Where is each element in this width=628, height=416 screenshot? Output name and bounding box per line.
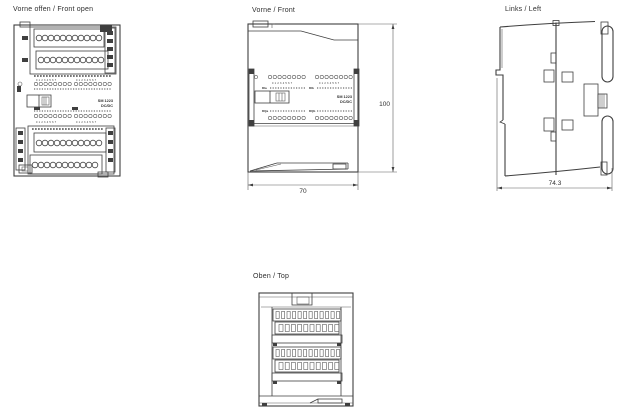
digits-row: 0 1 2 3 4 5 6 7 bbox=[76, 79, 97, 82]
view-front-open bbox=[14, 22, 120, 177]
view-title-front-open: Vorne offen / Front open bbox=[13, 6, 94, 13]
io-label-dia: DIa bbox=[262, 86, 267, 90]
view-title-top: Oben / Top bbox=[253, 273, 290, 280]
module-label-name: SM 1223 bbox=[97, 99, 113, 103]
view-title-left: Links / Left bbox=[505, 6, 542, 13]
digits-row: 0 1 2 3 4 5 6 7 bbox=[319, 82, 340, 85]
io-label-dqb: DQb bbox=[309, 109, 316, 113]
view-title-front: Vorne / Front bbox=[252, 7, 296, 14]
io-label-dqa: DQa bbox=[262, 109, 269, 113]
digits-row: 0 1 2 3 4 5 6 7 bbox=[272, 82, 293, 85]
view-front bbox=[248, 21, 397, 195]
module-label-name: SM 1223 bbox=[336, 95, 352, 99]
view-top bbox=[259, 293, 353, 406]
dim-height-label: 100 bbox=[379, 101, 390, 108]
view-left-side bbox=[496, 21, 613, 192]
module-label-type: DC/DC bbox=[100, 104, 113, 108]
dim-width-label: 70 bbox=[299, 188, 307, 195]
digits-row: 0 1 2 3 4 5 6 7 bbox=[76, 121, 97, 124]
io-label-dib: DIb bbox=[309, 86, 314, 90]
module-label-type: DC/DC bbox=[339, 100, 352, 104]
digits-row: 0 1 2 3 4 5 6 7 bbox=[36, 121, 57, 124]
dim-depth-label: 74.3 bbox=[548, 180, 562, 187]
digits-row: 0 1 2 3 4 5 6 7 bbox=[36, 79, 57, 82]
